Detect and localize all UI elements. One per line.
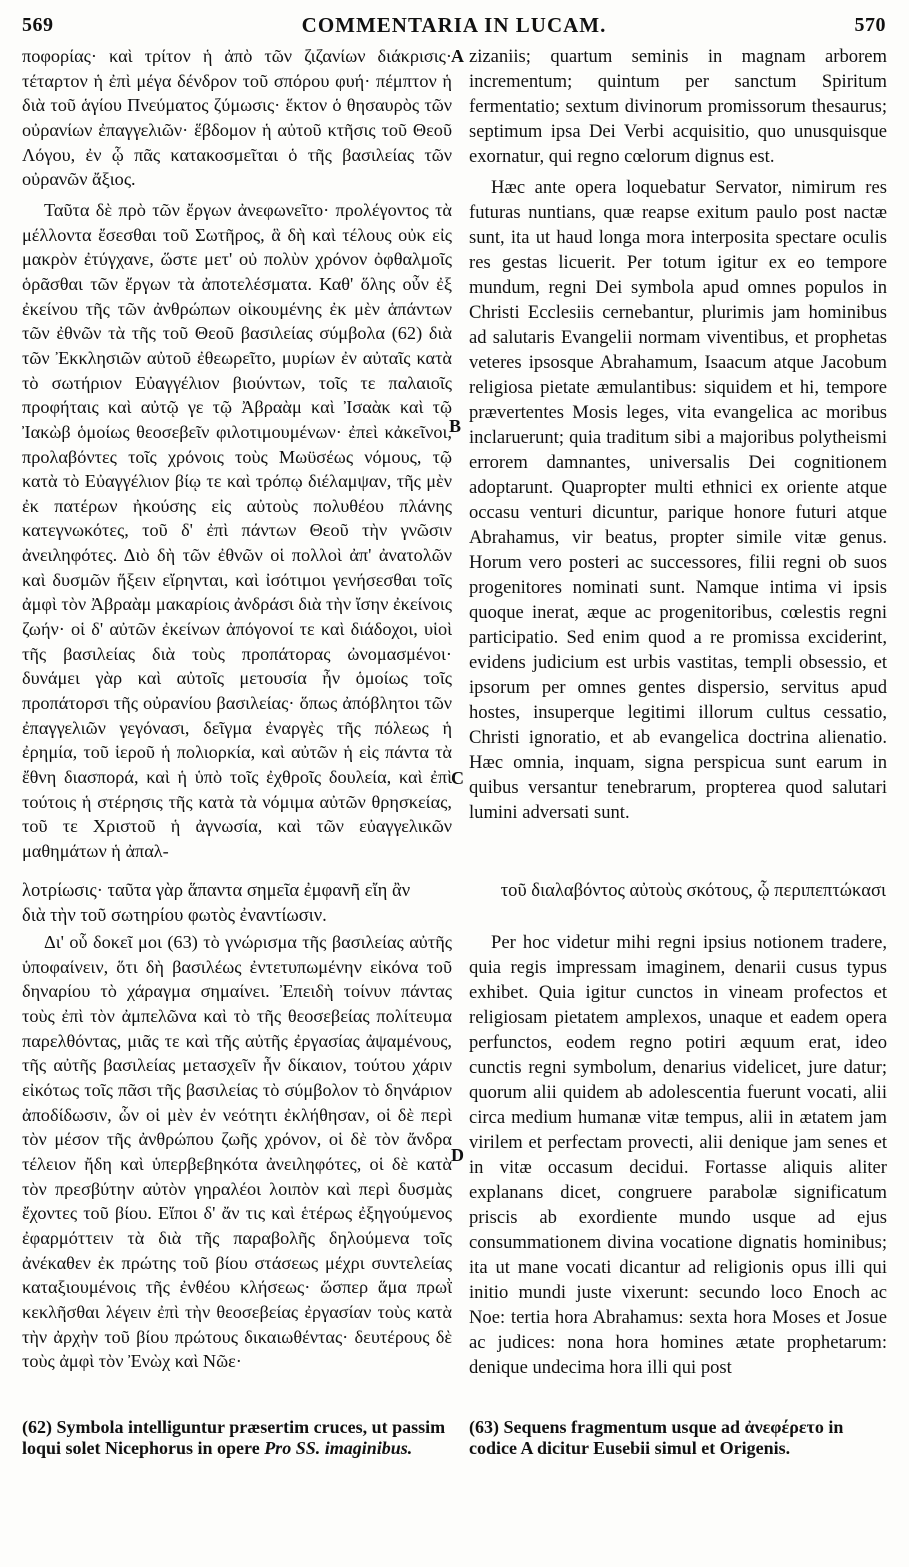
greek-column-bottom <box>22 930 452 1374</box>
footnote-62-italic: Pro SS. imaginibus. <box>264 1438 413 1458</box>
page-number-right: 570 <box>854 13 886 36</box>
greek-paragraph-3: Δι' οὗ δοκεῖ μοι (63) τὸ γνώρισμα τῆς βασιλείας αὐτῆς ὑποφαίνειν, ὅτι δὴ βασιλέως ἐντετυπωμένην εἰκόνα τοῦ δηναρίου τὸ χάραγμα σημαίνει. Ἐπειδὴ τοίνυν πάντας τοὺς ἐπὶ τὸν ἀμπελῶνα καὶ τὸ τῆς θεοσεβείας πολίτευμα παρελθόντας, μιᾶς τε καὶ τῆς αὐτῆς ἐργασίας ἀψαμένους, τῆς αὐτῆς βασιλείας μετασχεῖν ἦν δίκαιον, τούτου χάριν εἰκότως τοῖς πᾶσι τῆς βασιλείας τὸ σύμβολον τὸ δηνάριον ἀποδίδωσιν, ὧν οἱ μὲν ἐν νεότητι ἐκλήθησαν, οἱ δὲ περὶ τὸν μέσον τῆς ἀνθρώπου ζωῆς χρόνον, οἱ δὲ τὸν ἄνδρα τέλειον ἤδη καὶ ὑπερβεβηκότα ἀνειληφότες, οἱ δὲ κατὰ τὸν πρεσβύτην αὐτὸν γηραλέοι λοιπὸν καὶ περὶ δυσμὰς ἔχοντες τοῦ βίου. Εἴποι δ' ἄν τις καὶ ἑτέρως ἐξηγούμενος ἐφαρμόττειν τὰ διὰ τῆς παραβολῆς δηλούμενα τοῖς ἀνέκαθεν ἐκ πρώτης τοῦ βίου στάσεως μέχρι συντελείας καταξιουμένοις τῆς ἐνθέου κλήσεως· ὥσπερ ἅμα πρωῒ κεκλῆσθαι λέγειν ἐπὶ τὴν θεοσεβείας ἐργασίαν τοὺς κατὰ τὴν ἀρχὴν τοῦ βίου πρώτους δικαιωθέντας· δευτέρους δὲ τοὺς ἀμφὶ τὸν Ἐνὼχ καὶ Νῶε· <box>22 932 452 1372</box>
margin-marker-b: B <box>449 416 462 436</box>
margin-marker-a: A <box>451 46 464 66</box>
running-title: COMMENTARIA IN LUCAM. <box>301 12 607 37</box>
latin-paragraph-1: zizaniis; quartum seminis in magnam arborem incrementum; quintum per sanctum Spiritum fermentatio; sextum divinorum promissorum thesaurus; septimum ipsa Dei Verbi acquisitio, quo unusquisque exornatur, qui regno cœlorum dignus est. <box>469 46 887 167</box>
bridge-lines <box>22 878 886 928</box>
latin-paragraph-2: Hæc ante opera loquebatur Servator, nimirum res futuras nuntians, quæ reapse exitum paulo post nactæ sunt, ita ut haud longa mora interposita spectare oculis res gestas licuerit. Per totum igitur ex eo tempore mundum, regni Dei symbola apud omnes populos in Christi Ecclesiis cernebantur, plurimis jam hominibus ad salutaris Evangelii normam viventibus, et prophetas veteres ipsosque Abrahamum, Isaacum atque Jacobum religiosa pietate æmulantibus: siquidem et hi, tempore prævertentes Mosis leges, vita evangelica ac moribus inclaruerunt; quia traditum sibi a majoribus polytheismi errorem damnantes, universalis Dei cognitionem adoptarunt. Quapropter multi ethnici ex oriente atque occasu venturi dicuntur, parique honore futuri atque Abrahamus, vir beatus, propter simile vitæ genus. Horum vero posteri ac successores, filii regni ob suos progenitores nominati sunt. Namque intima vi ipsis quoque inerat, æque ac progenitoribus, cœlestis regni participatio. Sed enim quod a re promissa exciderint, evidens judicium est urbis vastitas, templi obsessio, et ipsorum per omnes gentes dispersio, servitus apud hostes, insuperque legitimi illorum cultus cessatio, Christi ignoratio, et ab evangelica doctrina alienatio. Hæc omnia, inquam, signa perspicua sunt earum in quibus versantur tenebrarum, propterea quod salutari lumini adversati sunt. <box>469 177 887 823</box>
latin-paragraph-3: Per hoc videtur mihi regni ipsius notionem tradere, quia regis impressam imaginem, denarii cusus typus exhibet. Quia igitur cunctos in vineam profectos et religiosam pietatem amplexos, unaque et eadem opera perfunctos, eodem regno potiri æquum erat, ideo cunctis regni symbolum, denarius videlicet, jure datur; quorum alii quidem ab adolescentia fuerunt vocati, alii circa medium humanæ vitæ tempus, alii in ætatem jam virilem et perfectam provecti, alii denique jam senes et in vitæ occasum decidui. Fortasse aliquis aliter explanans dicet, congruere parabolæ significatum priscis ab exordiente mundo usque ad ejus consummationem divina vocatione dignatis hominibus; ita ut mane vocati dicantur ad religionis opus illi qui initio mundi juste vixerunt: secundo loco Enoch ac Noe: tertia hora Abrahamus: sexta hora Moses et Josue ac judices: nona hora homines ætate prophetarum: denique undecima hora illi qui post <box>469 932 887 1378</box>
latin-column-top <box>469 44 887 825</box>
margin-marker-c: C <box>451 768 464 788</box>
bridge-greek-left: λοτρίωσις· ταῦτα γὰρ ἅπαντα σημεῖα ἐμφανῆ εἴη ἂν <box>22 880 411 901</box>
page-number-left: 569 <box>22 13 54 36</box>
footnote-62 <box>22 1417 452 1459</box>
page-header <box>22 10 886 40</box>
greek-paragraph-1: ποφορίας· καὶ τρίτον ἡ ἀπὸ τῶν ζιζανίων διάκρισις· τέταρτον ἡ ἐπὶ μέγα δένδρον τοῦ σπόρου φυή· πέμπτον ἡ διὰ τοῦ ἁγίου Πνεύματος ζύμωσις· ἕκτον ὁ θησαυρὸς τῶν οὐρανίων ἐπαγγελιῶν· ἕβδομον ἡ αὐτοῦ κτῆσις τοῦ Θεοῦ Λόγου, ἐν ᾧ πᾶς κατακοσμεῖται ὁ τῆς βασιλείας τῶν οὐρανῶν ἄξιος. <box>22 46 452 190</box>
greek-column-top <box>22 44 452 864</box>
bridge-greek-line-2: διὰ τὴν τοῦ σωτηρίου φωτὸς ἐναντίωσιν. <box>22 905 327 926</box>
bridge-greek-right: τοῦ διαλαβόντος αὐτοὺς σκότους, ᾧ περιπεπτώκασι <box>500 880 886 901</box>
latin-column-bottom <box>469 930 887 1380</box>
footnote-62-text: (62) Symbola intelliguntur præsertim cruces, ut passim loqui solet Nicephorus in opere <box>22 1417 446 1458</box>
margin-marker-d: D <box>451 1145 464 1165</box>
greek-paragraph-2: Ταῦτα δὲ πρὸ τῶν ἔργων ἀνεφωνεῖτο· προλέγοντος τὰ μέλλοντα ἔσεσθαι τοῦ Σωτῆρος, ἃ δὴ καὶ τέλους οὐκ εἰς μακρὸν ἐτύγχανε, ὥστε μετ' οὐ πολὺν χρόνον ὀφθαλμοῖς ὁρᾶσθαι τῶν ἔργων τὰ ἀποτελέσματα. Καθ' ὅλης οὖν ἐξ ἐκείνου τῆς τῶν ἀνθρώπων οἰκουμένης ἐκ μὲν ἁπάντων τῶν ἐθνῶν τὰ τῆς τοῦ Θεοῦ βασιλείας σύμβολα (62) διὰ τῶν Ἐκκλησιῶν αὐτοῦ ἐθεωρεῖτο, μυρίων ἐν αὐταῖς κατὰ τὸ σωτήριον Εὐαγγέλιον βιούντων, τοῖς τε παλαιοῖς προφήταις καὶ αὐτῷ γε τῷ Ἀβραὰμ καὶ Ἰσαὰκ καὶ τῷ Ἰακὼβ ὁμοίως θεοσεβεῖν φιλοτιμουμένων· ἐπεὶ κἀκεῖνοι, προλαβόντες τοῖς χρόνοις τοὺς Μωϋσέως νόμους, τῷ κατὰ τὸ Εὐαγγέλιον βίῳ τε καὶ τρόπῳ διέλαμψαν, τῆς μὲν ἐκ πατέρων ἠκούσης εἰς αὐτοὺς πολυθέου πλάνης κατεγνωκότες, τοῦ δ' ἐπὶ πάντων Θεοῦ τὴν γνῶσιν ἀνειληφότες. Διὸ δὴ τῶν ἐθνῶν οἱ πολλοὶ ἀπ' ἀνατολῶν καὶ δυσμῶν ἥξειν εἴρηνται, καὶ ἰσότιμοι γενήσεσθαι τοῖς ἀμφὶ τὸν Ἀβραὰμ μακαρίοις ἀνδράσι διὰ τὴν ἴσην ἐκείνοις ζωήν· οἱ δ' αὐτῶν ἐκείνων ἀπόγονοί τε καὶ διάδοχοι, υἱοὶ τῆς βασιλείας διὰ τοὺς προπάτορας ὠνομασμένοι· δυνάμει γὰρ καὶ αὐτοῖς μετουσία ἦν ὁμοίως τοῖς προπάτορσι τῆς οὐρανίου βασιλείας· ὅπως ἀπόβλητοι τῶν ἐπαγγελιῶν γεγόνασι, δεῖγμα ἐναργὲς τῆς πόλεως ἡ ἐρημία, τοῦ ἱεροῦ ἡ πολιορκία, καὶ αὐτῶν ἡ εἰς πάντα τὰ ἔθνη διασπορά, καὶ ἡ ὑπὸ τοῖς ἐχθροῖς δουλεία, καὶ ἐπὶ τούτοις ἡ στέρησις τῆς κατὰ τὰ νόμιμα αὐτῶν θρησκείας, τοῦ τε Χριστοῦ ἡ ἀγνωσία, καὶ τῶν εὐαγγελικῶν μαθημάτων ἡ ἀπαλ- <box>22 199 452 861</box>
footnote-63: (63) Sequens fragmentum usque ad ἀνεφέρετο in codice A dicitur Eusebii simul et Origenis. <box>469 1417 844 1458</box>
